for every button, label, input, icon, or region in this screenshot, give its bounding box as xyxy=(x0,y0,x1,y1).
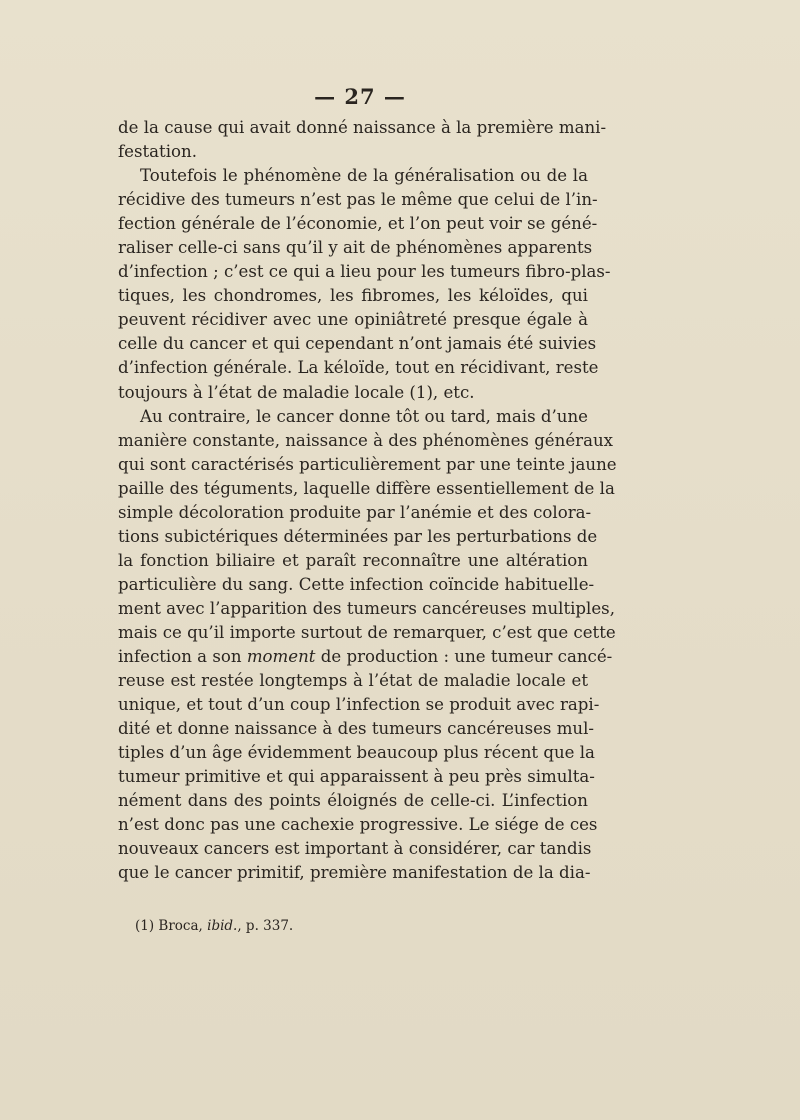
text-line: tions subictériques déterminées par les perturbations de xyxy=(118,526,598,546)
text-line: dité et donne naissance à des tumeurs cancéreuses mul- xyxy=(118,719,595,739)
text-line: tiples d’un âge évidemment beaucoup plus récent que la xyxy=(118,743,595,763)
text-line: reuse est restée longtemps à l’état de maladie locale et xyxy=(118,671,588,691)
footnote-ibid: ibid. xyxy=(207,918,238,934)
text-line: tumeur primitive et qui apparaissent à peu près simulta- xyxy=(118,767,595,787)
body-text xyxy=(118,116,617,886)
footnote xyxy=(135,917,293,935)
text-line: nément dans des points éloignés de celle-ci. L’infection xyxy=(118,791,588,811)
text-line: mais ce qu’il importe surtout de remarquer, c’est que cette xyxy=(118,622,616,642)
footnote-author: Broca, xyxy=(158,918,203,934)
text-line: qui sont caractérisés particulièrement par une teinte jaune xyxy=(118,454,617,474)
page-number: — 27 — xyxy=(314,84,406,109)
text-line: ment avec l’apparition des tumeurs cancéreuses multiples, xyxy=(118,598,615,618)
text-line: tiques, les chondromes, les fibromes, les kéloïdes, qui xyxy=(118,286,588,306)
text-line: toujours à l’état de maladie locale (1), etc. xyxy=(118,382,475,402)
text-line: manière constante, naissance à des phénomènes généraux xyxy=(118,430,614,450)
text-line: paille des téguments, laquelle diffère essentiellement de la xyxy=(118,478,615,498)
text-line: festation. xyxy=(118,142,197,162)
text-line: peuvent récidiver avec une opiniâtreté presque égale à xyxy=(118,310,588,330)
text-line: la fonction biliaire et paraît reconnaître une altération xyxy=(118,550,588,570)
footnote-marker: (1) xyxy=(135,918,155,934)
text-line: nouveaux cancers est important à considérer, car tandis xyxy=(118,839,592,859)
text-line: de la cause qui avait donné naissance à la première mani- xyxy=(118,118,607,137)
text-line: d’infection ; c’est ce qui a lieu pour les tumeurs fibro-plas- xyxy=(118,262,611,282)
emphasis: moment xyxy=(246,647,316,667)
footnote-page: , p. 337. xyxy=(237,918,294,934)
text-line: unique, et tout d’un coup l’infection se produit avec rapi- xyxy=(118,695,600,715)
text-line: raliser celle-ci sans qu’il y ait de phénomènes apparents xyxy=(118,238,593,258)
text-line: d’infection générale. La kéloïde, tout en récidivant, reste xyxy=(118,358,599,378)
text-line: n’est donc pas une cachexie progressive. Le siége de ces xyxy=(118,815,598,835)
text-line: celle du cancer et qui cependant n’ont jamais été suivies xyxy=(118,334,597,354)
text-line: particulière du sang. Cette infection coïncide habituelle- xyxy=(118,574,595,594)
text-line: fection générale de l’économie, et l’on peut voir se géné- xyxy=(118,214,598,234)
text-line: que le cancer primitif, première manifestation de la dia- xyxy=(118,863,591,883)
text-line: Toutefois le phénomène de la généralisation ou de la xyxy=(140,166,588,186)
text-line: simple décoloration produite par l’anémie et des colora- xyxy=(118,502,592,522)
text-line: infection a son moment de production : une tumeur cancé- xyxy=(118,647,613,667)
text-line: Au contraire, le cancer donne tôt ou tard, mais d’une xyxy=(140,406,588,426)
text-line: récidive des tumeurs n’est pas le même que celui de l’in- xyxy=(118,190,598,210)
